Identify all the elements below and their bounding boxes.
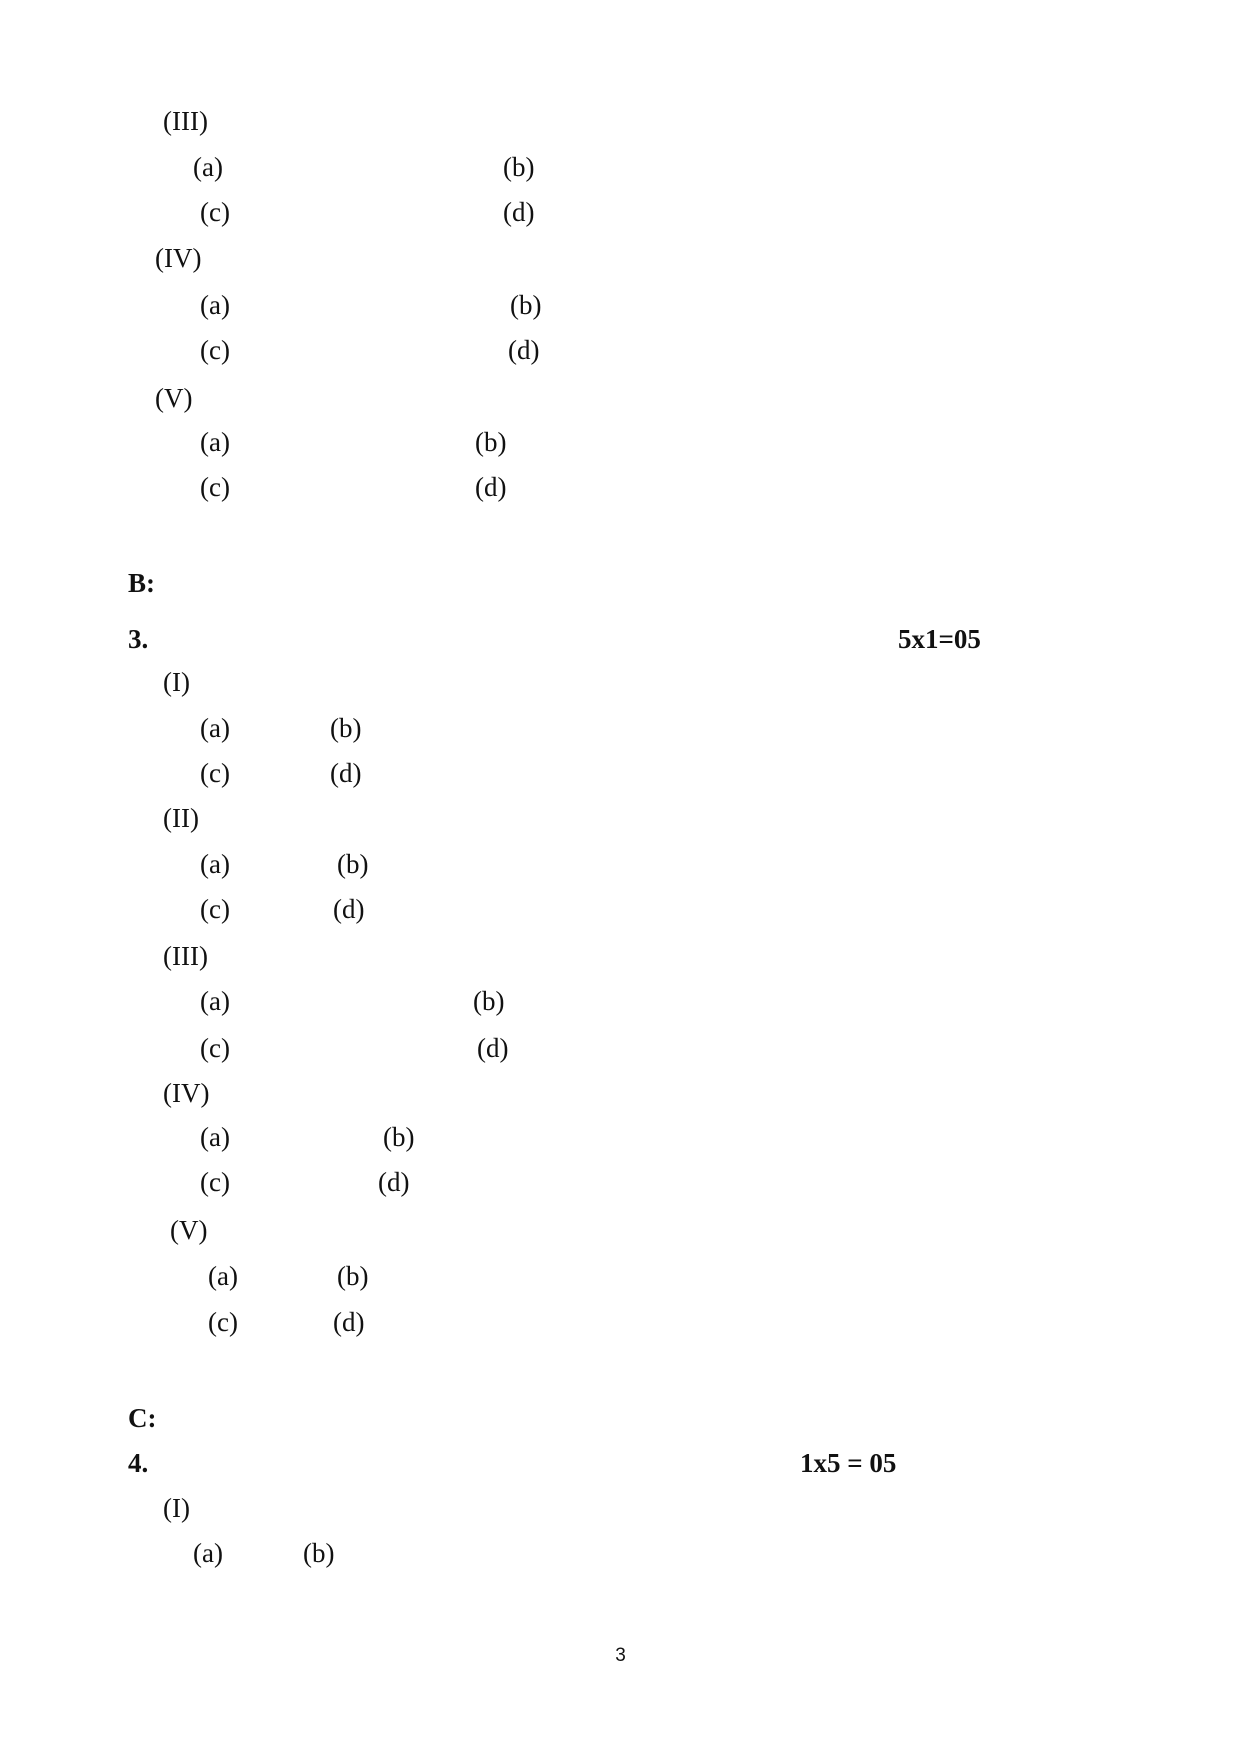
option-label: (d) (503, 197, 535, 227)
option-label: (a) (200, 849, 230, 879)
answer-option (200, 288, 230, 323)
section-c-heading (128, 1401, 157, 1436)
question-marks: 1x5 = 05 (800, 1448, 897, 1478)
answer-option (200, 847, 230, 882)
question-number: (I) (163, 1493, 190, 1523)
answer-option (503, 150, 534, 185)
answer-option (193, 150, 223, 185)
question-row (163, 104, 208, 139)
option-label: (c) (200, 335, 230, 365)
question-number: (III) (163, 106, 208, 136)
question-number: (II) (163, 803, 199, 833)
option-label: (d) (378, 1167, 410, 1197)
option-label: (d) (333, 1307, 365, 1337)
answer-option (330, 756, 361, 791)
question-row (155, 381, 192, 416)
section-b-heading (128, 566, 155, 601)
option-label: (d) (475, 472, 507, 502)
answer-option (475, 425, 506, 460)
answer-option (378, 1165, 409, 1200)
answer-option (473, 984, 504, 1019)
option-label: (a) (200, 427, 230, 457)
option-label: (c) (200, 758, 230, 788)
question-row (163, 939, 208, 974)
answer-option (503, 195, 534, 230)
option-label: (b) (337, 1261, 369, 1291)
answer-option (200, 470, 230, 505)
option-label: (a) (200, 986, 230, 1016)
question-number: (I) (163, 667, 190, 697)
option-label: (a) (193, 1538, 223, 1568)
option-label: (b) (475, 427, 507, 457)
option-label: (d) (330, 758, 362, 788)
answer-option (475, 470, 506, 505)
section-heading-label: C: (128, 1403, 157, 1433)
question-number: 4. (128, 1448, 149, 1478)
question-4-heading (128, 1446, 148, 1481)
answer-option (200, 1165, 230, 1200)
option-label: (a) (193, 152, 223, 182)
question-number: (III) (163, 941, 208, 971)
question-row (163, 1491, 190, 1526)
option-label: (c) (200, 1167, 230, 1197)
option-label: (d) (508, 335, 540, 365)
answer-option (477, 1031, 508, 1066)
answer-option (200, 984, 230, 1019)
question-number: (IV) (163, 1078, 210, 1108)
option-label: (a) (208, 1261, 238, 1291)
option-label: (c) (208, 1307, 238, 1337)
answer-option (383, 1120, 414, 1155)
option-label: (b) (337, 849, 369, 879)
answer-option (508, 333, 539, 368)
question-row (163, 1076, 209, 1111)
option-label: (b) (330, 713, 362, 743)
answer-option (200, 756, 230, 791)
answer-option (208, 1259, 238, 1294)
answer-option (333, 892, 364, 927)
question-3-heading (128, 622, 148, 657)
answer-option (510, 288, 541, 323)
question-marks: 5x1=05 (898, 624, 981, 654)
question-row (155, 241, 201, 276)
answer-option (303, 1536, 334, 1571)
answer-option (200, 195, 230, 230)
question-number: (V) (170, 1215, 208, 1245)
option-label: (b) (473, 986, 505, 1016)
answer-option (208, 1305, 238, 1340)
question-row (163, 801, 199, 836)
answer-option (337, 1259, 368, 1294)
option-label: (a) (200, 713, 230, 743)
page-number: 3 (615, 1645, 626, 1666)
answer-option (330, 711, 361, 746)
option-label: (a) (200, 1122, 230, 1152)
answer-option (200, 892, 230, 927)
answer-option (200, 711, 230, 746)
option-label: (a) (200, 290, 230, 320)
question-number: (V) (155, 383, 193, 413)
answer-option (200, 1031, 230, 1066)
answer-option (200, 1120, 230, 1155)
question-number: 3. (128, 624, 149, 654)
option-label: (b) (383, 1122, 415, 1152)
question-number: (IV) (155, 243, 202, 273)
answer-option (200, 425, 230, 460)
option-label: (c) (200, 894, 230, 924)
answer-option (333, 1305, 364, 1340)
section-heading-label: B: (128, 568, 155, 598)
question-row (170, 1213, 207, 1248)
option-label: (c) (200, 1033, 230, 1063)
option-label: (d) (333, 894, 365, 924)
option-label: (c) (200, 197, 230, 227)
option-label: (d) (477, 1033, 509, 1063)
answer-option (200, 333, 230, 368)
answer-option (193, 1536, 223, 1571)
option-label: (b) (303, 1538, 335, 1568)
answer-option (337, 847, 368, 882)
option-label: (c) (200, 472, 230, 502)
option-label: (b) (510, 290, 542, 320)
question-row (163, 665, 190, 700)
option-label: (b) (503, 152, 535, 182)
